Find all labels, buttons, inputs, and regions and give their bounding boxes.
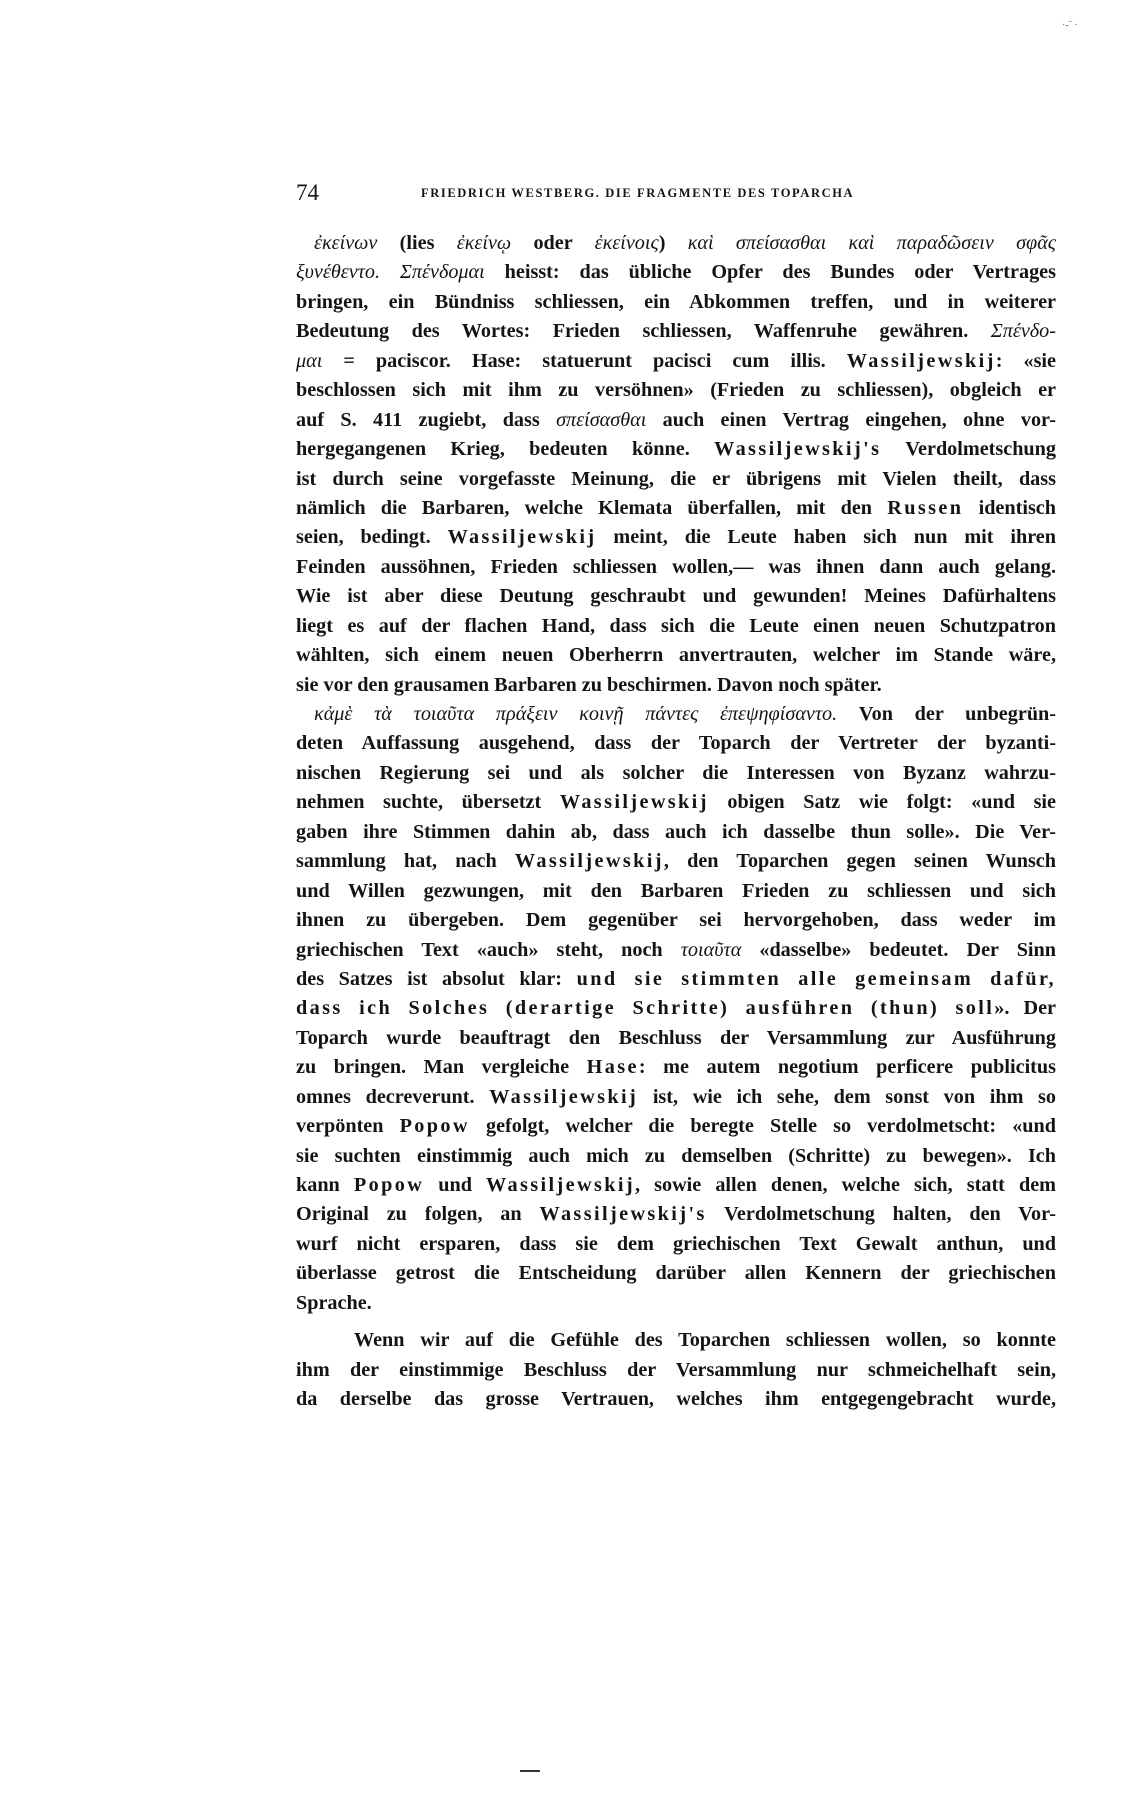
text-line [296, 994, 1056, 1023]
text-line [296, 376, 1056, 405]
text-span: Toparch wurde beauftragt den Beschluss der Versammlung zur Ausführung [296, 1026, 1056, 1049]
text-line [296, 229, 1056, 258]
spaced-name: und sie stimmten alle gemeinsam dafür, [576, 967, 1057, 990]
text-line [296, 1356, 1056, 1385]
text-span: identisch [963, 496, 1056, 519]
greek-phrase: κἀμὲ τὰ τοιαῦτα πράξειν κοινῇ πάντες ἐπεψηφίσαντο. [314, 703, 838, 725]
text-span: auf S. 411 zugiebt, dass [296, 408, 557, 431]
spaced-name: Wassiljewskij [846, 349, 996, 372]
text-line [296, 523, 1056, 552]
text-line [296, 1259, 1056, 1288]
text-span: Original zu folgen, an [296, 1203, 540, 1226]
spaced-name: Wassiljewskij's [539, 1203, 707, 1226]
text-line [296, 494, 1056, 523]
text-span: und [424, 1174, 487, 1196]
text-span: überlasse getrost die Entscheidung darüber allen Kennern der griechischen [296, 1262, 1056, 1285]
text-span: des Satzes ist absolut klar: [296, 967, 577, 990]
spaced-name: Wassiljewskij [447, 526, 597, 549]
text-line [296, 1289, 1056, 1318]
text-span: und Willen gezwungen, mit den Barbaren Frieden zu schliessen und sich [296, 879, 1056, 902]
spaced-name: Wassiljewskij's [714, 438, 882, 461]
text-line [296, 1200, 1056, 1229]
text-span: verpönten [296, 1115, 400, 1138]
text-line [296, 1024, 1056, 1053]
text-span: Verdolmetschung [881, 438, 1056, 461]
text-line [296, 700, 1056, 729]
text-span: Sprache. [296, 1291, 372, 1314]
text-line [296, 1112, 1056, 1141]
text-line [296, 1142, 1056, 1171]
text-span: gefolgt, welcher die beregte Stelle so verdolmetscht: «und [469, 1115, 1056, 1138]
spaced-name: Popow [353, 1174, 425, 1196]
text-span: obigen Satz wie folgt: «und sie [708, 791, 1056, 814]
text-line [296, 582, 1056, 611]
text-line [296, 435, 1056, 464]
text-span: seien, bedingt. [296, 526, 448, 549]
running-head: FRIEDRICH WESTBERG. DIE FRAGMENTE DES TOPARCHA [421, 186, 855, 200]
text-span: Von der unbegrün- [837, 703, 1056, 725]
text-span: deten Auffassung ausgehend, dass der Toparch der Vertreter der byzanti- [296, 732, 1056, 755]
greek-phrase: καὶ σπείσασθαι καὶ παραδῶσειν σφᾶς [687, 232, 1056, 254]
text-line [296, 1083, 1056, 1112]
text-span: (lies [377, 232, 457, 254]
text-line [296, 759, 1056, 788]
spaced-name: Wassiljewskij [489, 1085, 639, 1108]
text-span: wählten, sich einem neuen Oberherrn anvertrauten, welcher im Stande wäre, [296, 644, 1056, 667]
greek-phrase: ἐκείνῳ [456, 232, 512, 254]
text-span: nehmen suchte, übersetzt [296, 791, 560, 814]
spaced-name: Wassiljewskij [514, 850, 664, 873]
text-span: omnes decreverunt. [296, 1085, 490, 1108]
text-line [296, 288, 1056, 317]
spaced-name: Popow [399, 1115, 470, 1138]
text-span: bringen, ein Bündniss schliessen, ein Abkommen treffen, und in weiterer [296, 290, 1056, 313]
text-line [296, 965, 1056, 994]
greek-phrase: ἐκείνων [314, 232, 378, 254]
text-span: sammlung hat, nach [296, 850, 515, 873]
text-span: kann [296, 1174, 354, 1196]
text-span: = paciscor. Hase: statuerunt pacisci cum illis. [322, 349, 847, 372]
text-line [296, 347, 1056, 376]
greek-phrase: τοιαῦτα [680, 938, 742, 961]
text-span: sie vor den grausamen Barbaren zu beschirmen. Davon noch später. [296, 673, 882, 696]
text-line [296, 729, 1056, 758]
paragraph-gap [296, 1318, 1056, 1326]
greek-phrase: Σπένδο- [990, 320, 1056, 343]
text-line [296, 906, 1056, 935]
text-span: heisst: das übliche Opfer des Bundes oder Vertrages [484, 261, 1056, 284]
text-span: Feinden aussöhnen, Frieden schliessen wollen,— was ihnen dann auch gelang. [296, 555, 1056, 578]
text-line [296, 1171, 1056, 1200]
text-span: hergegangenen Krieg, bedeuten könne. [296, 438, 715, 461]
text-line [296, 877, 1056, 906]
text-span: ». Der [994, 997, 1056, 1020]
text-span: : me autem negotium perficere publicitus [638, 1056, 1056, 1079]
text-span: griechischen Text «auch» steht, noch [296, 938, 681, 961]
text-span: ist durch seine vorgefasste Meinung, die er übrigens mit Vielen theilt, dass [296, 467, 1056, 490]
greek-phrase: σπείσασθαι [556, 408, 647, 431]
text-line [296, 1385, 1056, 1414]
text-span: wurf nicht ersparen, dass sie dem griechischen Text Gewalt anthun, und [296, 1232, 1056, 1255]
corner-smudge: ·-˜ · [1062, 20, 1078, 31]
text-line [296, 317, 1056, 346]
text-span: «dasselbe» bedeutet. Der Sinn [741, 938, 1056, 961]
spaced-name: Wassiljewskij [559, 791, 709, 814]
text-span: zu bringen. Man vergleiche [296, 1056, 587, 1079]
text-span: ihnen zu übergeben. Dem gegenüber sei hervorgehoben, dass weder im [296, 909, 1056, 932]
page-header [296, 180, 1056, 210]
text-span: beschlossen sich mit ihm zu versöhnen» (Frieden zu schliessen), obgleich er [296, 379, 1056, 402]
text-line [296, 1326, 1056, 1355]
text-span: gaben ihre Stimmen dahin ab, dass auch ich dasselbe thun solle». Die Ver- [296, 820, 1056, 843]
text-span: , sowie allen denen, welche sich, statt dem [635, 1174, 1056, 1196]
greek-phrase: μαι [296, 349, 323, 372]
page-number: 74 [296, 180, 319, 205]
greek-phrase: ξυνέθεντο. Σπένδομαι [296, 261, 485, 284]
text-span: , den Toparchen gegen seinen Wunsch [663, 850, 1056, 873]
spaced-name: Wassiljewskij [486, 1174, 636, 1196]
text-span: meint, die Leute haben sich nun mit ihren [596, 526, 1056, 549]
body-text [296, 229, 1056, 1415]
text-line [296, 1230, 1056, 1259]
spaced-name: Hase [586, 1056, 639, 1079]
text-span: Bedeutung des Wortes: Frieden schliessen, Waffenruhe gewähren. [296, 320, 991, 343]
text-span: sie suchten einstimmig auch mich zu demselben (Schritte) zu bewegen». Ich [296, 1144, 1056, 1167]
text-line [296, 406, 1056, 435]
text-span: Verdolmetschung halten, den Vor- [706, 1203, 1056, 1226]
text-span: Wie ist aber diese Deutung geschraubt und gewunden! Meines Dafürhaltens [296, 585, 1056, 608]
spaced-name: Russen [887, 496, 964, 519]
text-span: liegt es auf der flachen Hand, dass sich die Leute einen neuen Schutzpatron [296, 614, 1056, 637]
text-line [296, 788, 1056, 817]
text-span: da derselbe das grosse Vertrauen, welches ihm entgegengebracht wurde, [296, 1388, 1056, 1411]
footer-mark [520, 1770, 540, 1772]
text-line [296, 671, 1056, 700]
text-span: ist, wie ich sehe, dem sonst von ihm so [638, 1085, 1056, 1108]
text-span: ihm der einstimmige Beschluss der Versammlung nur schmeichelhaft sein, [296, 1358, 1056, 1381]
text-line [296, 612, 1056, 641]
spaced-name: dass ich Solches (derartige Schritte) ausführen (thun) soll [296, 997, 995, 1020]
text-line [296, 847, 1056, 876]
text-span: auch einen Vertrag eingehen, ohne vor- [646, 408, 1056, 431]
text-span: : «sie [995, 349, 1056, 372]
text-span: Wenn wir auf die Gefühle des Toparchen schliessen wollen, so konnte [354, 1329, 1056, 1352]
text-line [296, 818, 1056, 847]
text-line [296, 936, 1056, 965]
text-line [296, 1053, 1056, 1082]
greek-phrase: ἐκείνοις [594, 232, 659, 254]
text-span: nischen Regierung sei und als solcher die Interessen von Byzanz wahrzu- [296, 761, 1056, 784]
text-line [296, 258, 1056, 287]
text-span: nämlich die Barbaren, welche Klemata überfallen, mit den [296, 496, 888, 519]
text-line [296, 553, 1056, 582]
text-line [296, 641, 1056, 670]
text-line [296, 465, 1056, 494]
text-span: ) [658, 232, 688, 254]
text-span: oder [511, 232, 595, 254]
